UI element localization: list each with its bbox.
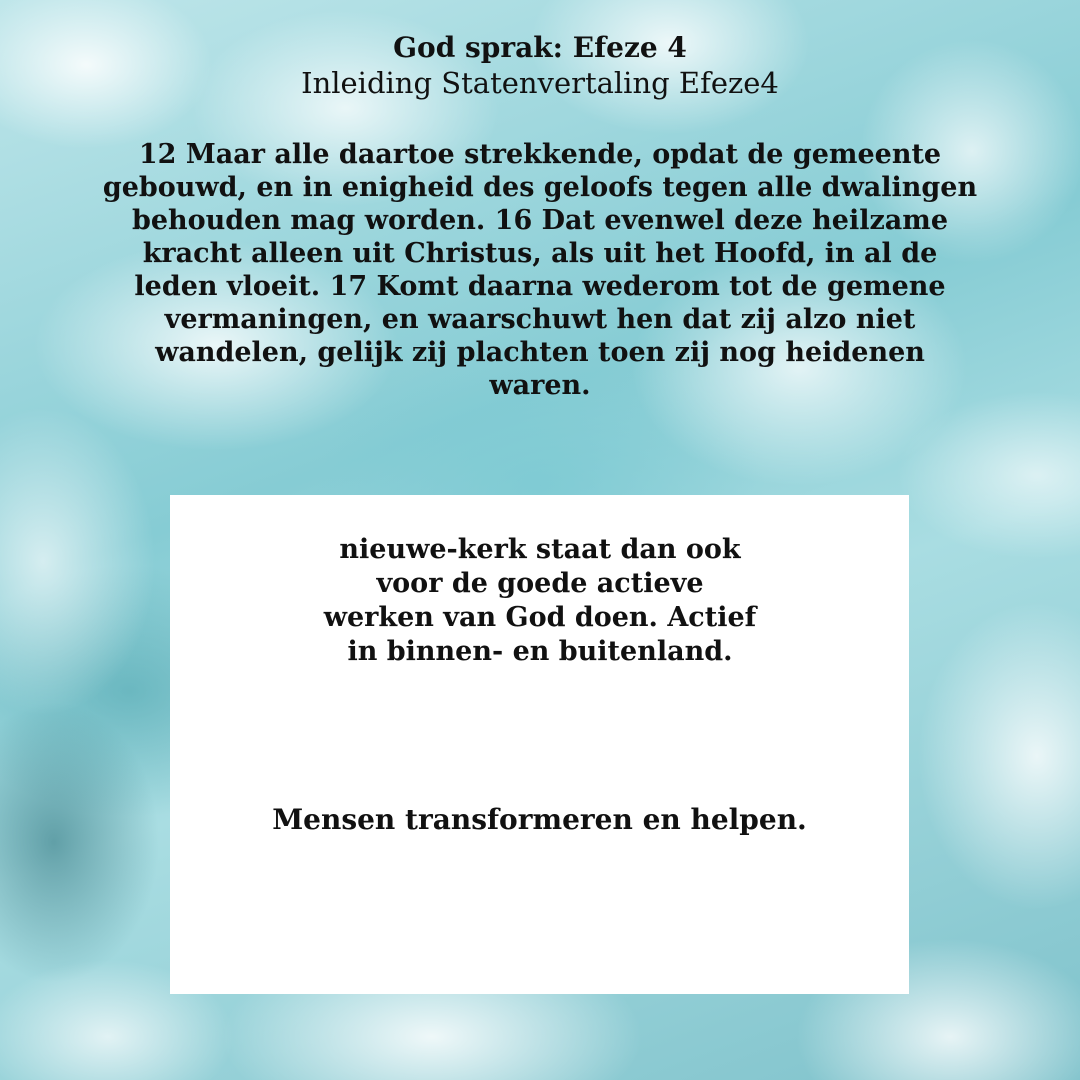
scripture-passage: 12 Maar alle daartoe strekkende, opdat de gemeente gebouwd, en in enigheid des geloofs tegen alle dwalingen behouden mag worden. 16 Dat evenwel deze heilzame kracht alleen uit Christus, als uit het Hoofd, in al de leden vloeit. 17 Komt daarna wederom tot de gemene vermaningen, en waarschuwt hen dat zij alzo niet wandelen, gelijk zij plachten toen zij nog heidenen waren. bbox=[102, 139, 978, 401]
message-card bbox=[170, 495, 909, 994]
card-footer-text: Mensen transformeren en helpen. bbox=[272, 803, 807, 836]
header bbox=[0, 30, 1080, 100]
card-body-text: nieuwe-kerk staat dan ook voor de goede actieve werken van God doen. Actief in binnen- en buitenland. bbox=[323, 534, 757, 667]
page-subtitle: Inleiding Statenvertaling Efeze4 bbox=[301, 66, 779, 100]
page-title: God sprak: Efeze 4 bbox=[393, 31, 687, 64]
